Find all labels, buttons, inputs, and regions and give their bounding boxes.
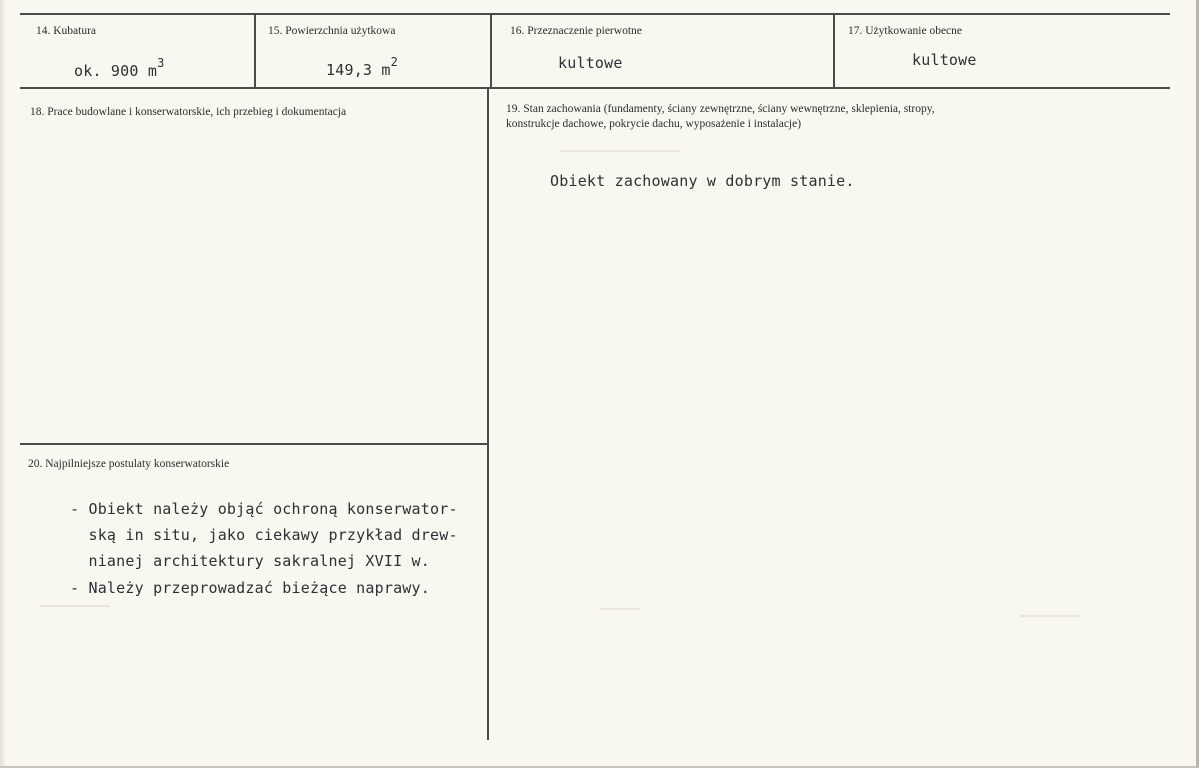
field-14-value	[74, 56, 165, 80]
paper-mark	[40, 605, 110, 607]
field-17-value: kultowe	[912, 51, 977, 69]
field-18-label: 18. Prace budowlane i konserwatorskie, ich przebieg i dokumentacja	[30, 106, 347, 118]
field-15-exponent: 2	[390, 55, 399, 69]
col2-divider	[490, 14, 492, 88]
card-edge	[0, 0, 6, 766]
field-16-label: 16. Przeznaczenie pierwotne	[510, 25, 642, 37]
field-20-line-2: ską in situ, jako ciekawy przykład drew-	[70, 526, 458, 544]
row1-rule	[20, 87, 1170, 89]
field-16-value: kultowe	[558, 54, 623, 72]
field-20-line-1: - Obiekt należy objąć ochroną konserwator-	[70, 500, 458, 518]
col3-divider	[833, 14, 835, 88]
field-14-label: 14. Kubatura	[36, 25, 97, 37]
main-divider	[487, 88, 489, 740]
field-19-label-line1: 19. Stan zachowania (fundamenty, ściany zewnętrzne, ściany wewnętrzne, sklepienia, stropy,	[506, 103, 935, 115]
field-20-line-4: - Należy przeprowadzać bieżące naprawy.	[70, 579, 430, 597]
field-15-value	[326, 55, 399, 79]
paper-mark	[1020, 615, 1080, 617]
col1-divider	[254, 14, 256, 88]
field-20-label: 20. Najpilniejsze postulaty konserwatorskie	[28, 458, 230, 470]
field-14-value-text: ok. 900 m	[74, 62, 158, 80]
field-15-label: 15. Powierzchnia użytkowa	[268, 25, 396, 37]
field-20-line-3: nianej architektury sakralnej XVII w.	[70, 552, 430, 570]
field-17-label: 17. Użytkowanie obecne	[848, 25, 963, 37]
field-19-value: Obiekt zachowany w dobrym stanie.	[550, 172, 855, 190]
field-14-exponent: 3	[157, 56, 165, 70]
section20-rule	[20, 443, 488, 445]
top-rule	[20, 13, 1170, 15]
field-15-value-text: 149,3 m	[326, 61, 391, 79]
paper-mark	[560, 150, 680, 152]
paper-mark	[600, 608, 640, 610]
field-19-label-line2: konstrukcje dachowe, pokrycie dachu, wyposażenie i instalacje)	[506, 118, 802, 130]
